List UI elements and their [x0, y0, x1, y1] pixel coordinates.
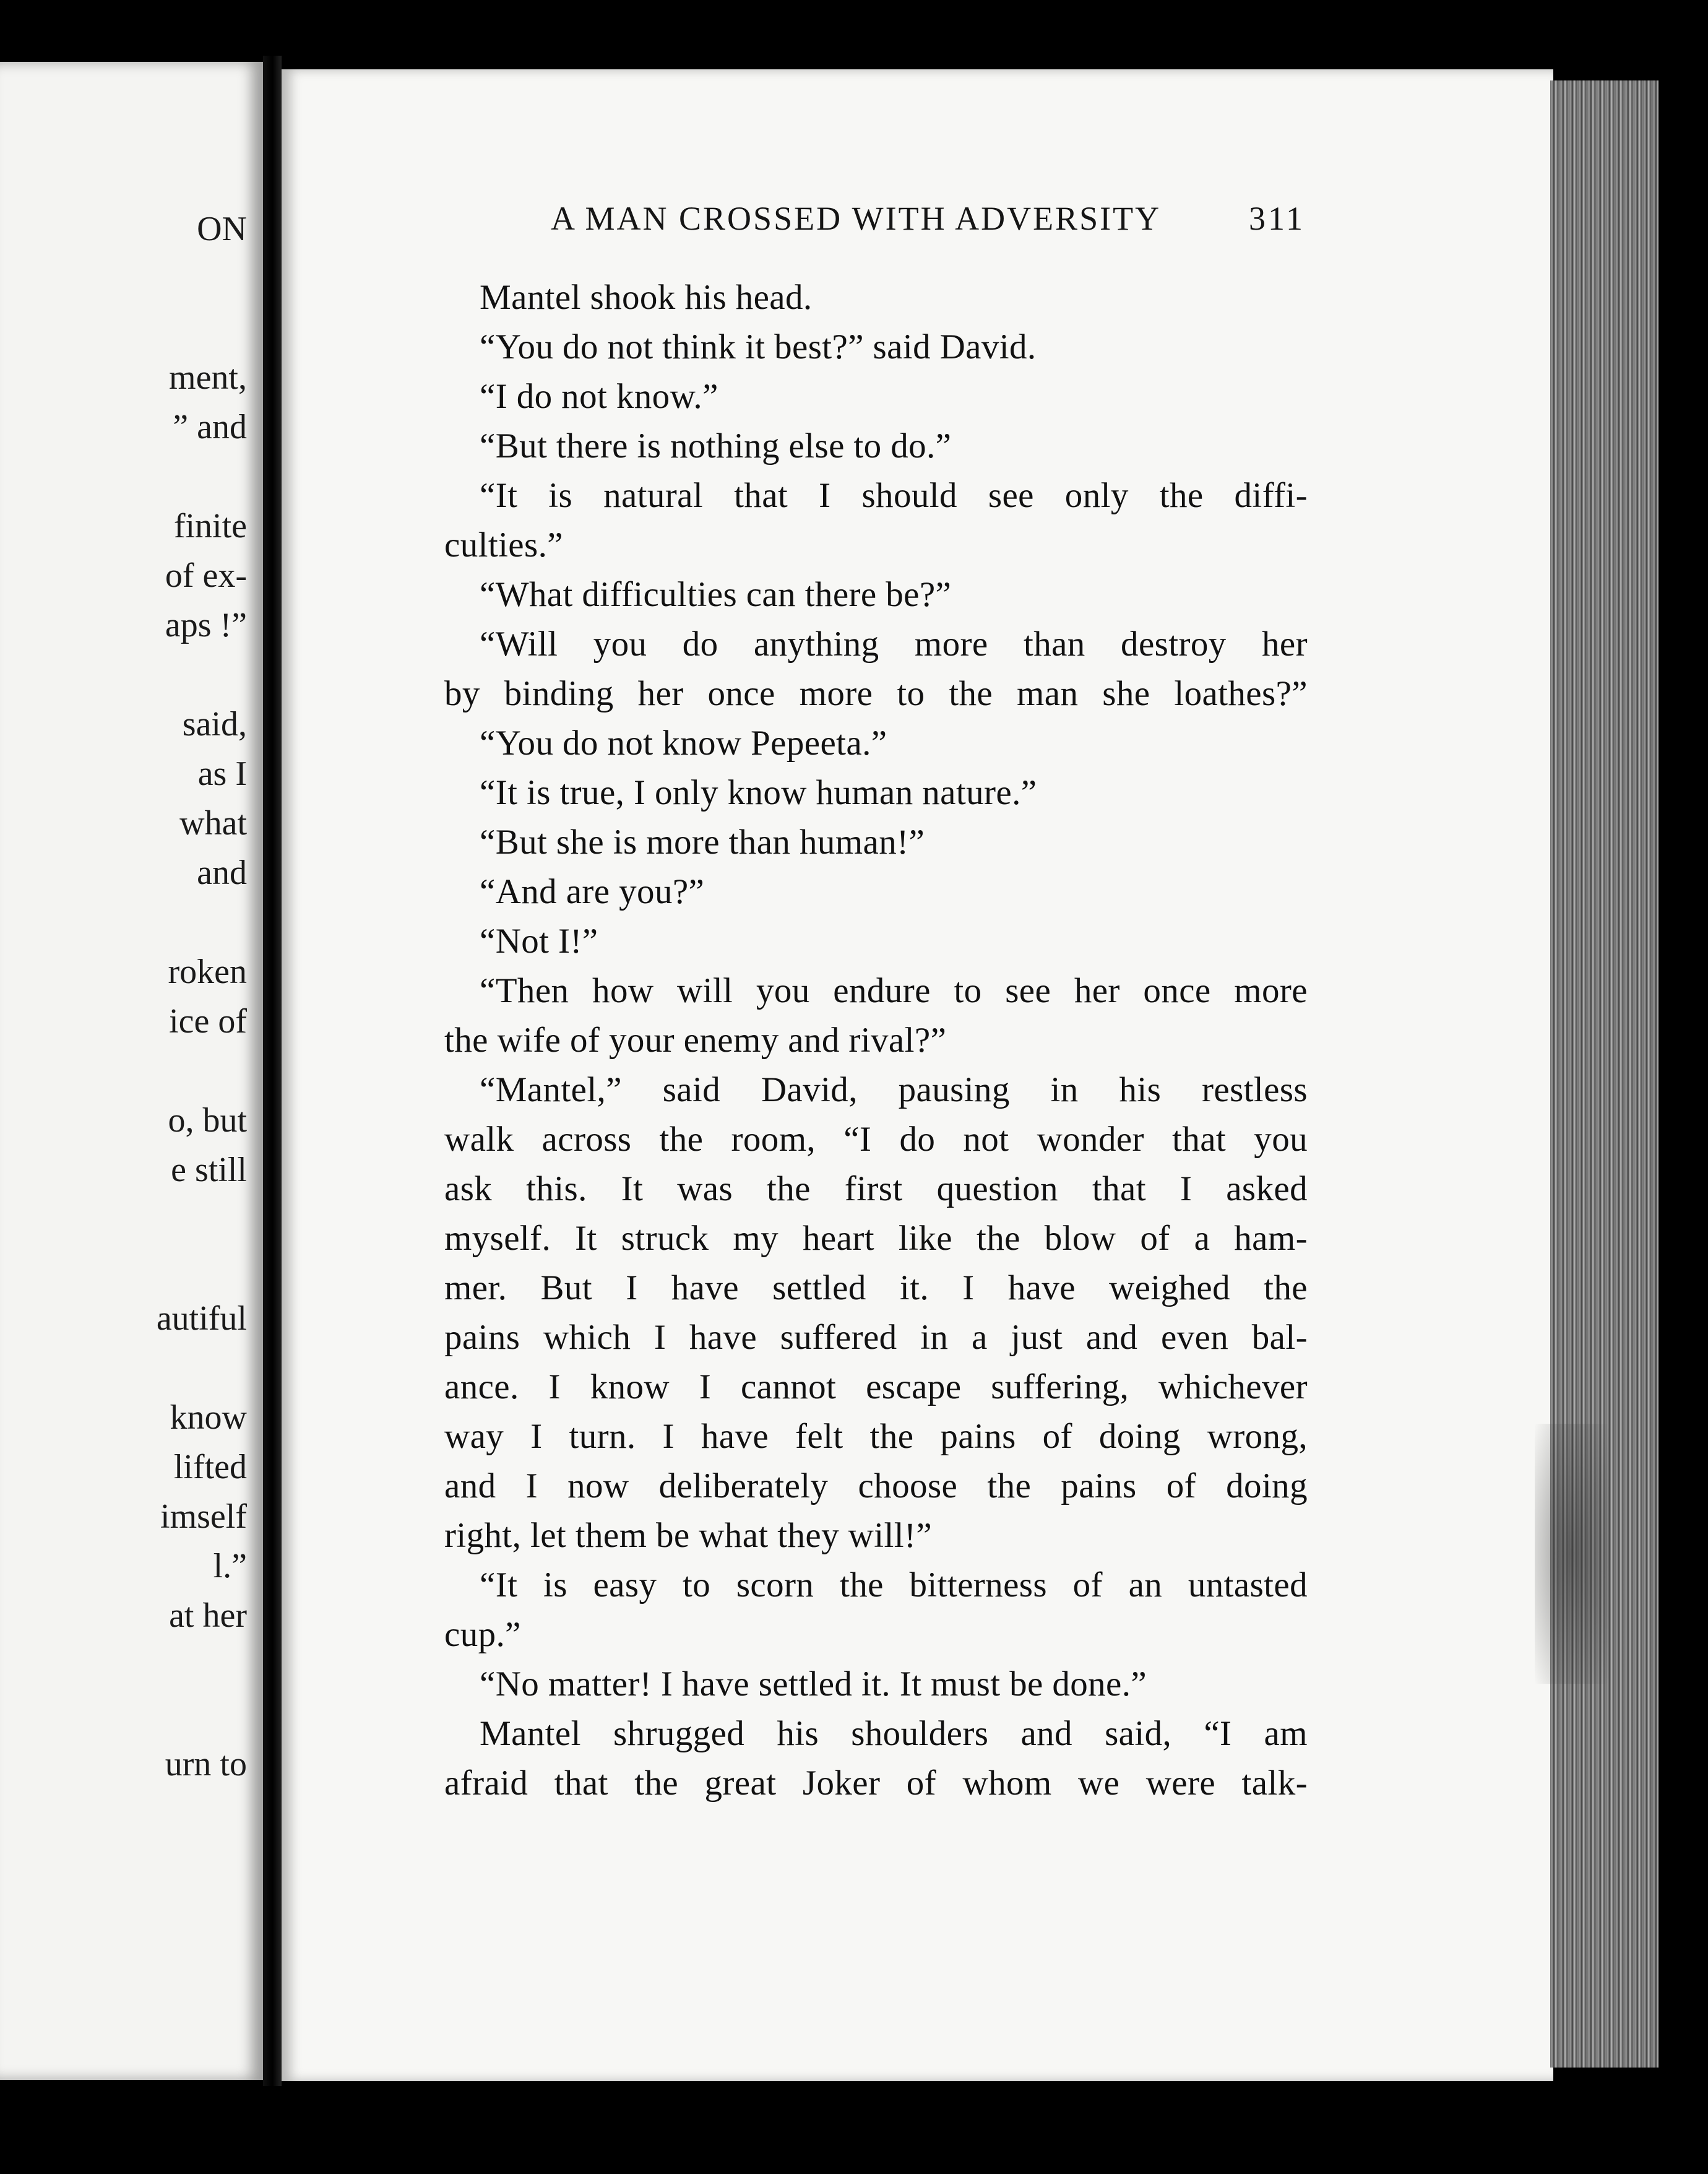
text-line: Mantel shrugged his shoulders and said, “I am	[480, 1714, 1308, 1753]
left-text-line: imself	[160, 1497, 247, 1536]
left-text-line: roken	[168, 953, 247, 991]
text-line: “No matter! I have settled it. It must be done.”	[480, 1665, 1147, 1704]
text-line: “Mantel,” said David, pausing in his restless	[480, 1070, 1308, 1109]
page-stain	[1535, 1424, 1609, 1684]
text-line: “It is easy to scorn the bitterness of an untasted	[480, 1566, 1308, 1605]
text-line: culties.”	[444, 526, 563, 565]
left-page	[0, 62, 263, 2080]
left-text-line: ON	[197, 210, 247, 248]
text-line: cup.”	[444, 1615, 521, 1654]
left-text-line: l.”	[213, 1547, 247, 1585]
text-line: mer. But I have settled it. I have weighed the	[444, 1268, 1308, 1307]
text-line: “You do not think it best?” said David.	[480, 327, 1037, 366]
page-edge	[1550, 80, 1658, 2068]
text-line: “What difficulties can there be?”	[480, 575, 952, 614]
page-number: 311	[1249, 200, 1305, 237]
left-text-line: ” and	[173, 408, 247, 446]
left-text-line: ice of	[169, 1002, 247, 1041]
left-text-line: know	[170, 1398, 247, 1437]
text-line: right, let them be what they will!”	[444, 1516, 933, 1555]
left-text-line: finite	[173, 507, 247, 545]
left-text-line: o, but	[168, 1101, 247, 1140]
text-line: “It is natural that I should see only the diffi-	[480, 476, 1308, 515]
text-line: ask this. It was the first question that I asked	[444, 1169, 1308, 1208]
text-line: ance. I know I cannot escape suffering, whichever	[444, 1367, 1308, 1406]
text-line: walk across the room, “I do not wonder that you	[444, 1120, 1308, 1159]
left-text-line: as I	[197, 755, 247, 793]
text-line: “And are you?”	[480, 872, 705, 911]
text-line: “I do not know.”	[480, 377, 718, 416]
left-text-line: urn to	[165, 1745, 247, 1783]
left-text-line: autiful	[156, 1299, 247, 1338]
text-line: the wife of your enemy and rival?”	[444, 1021, 947, 1060]
left-text-line: lifted	[173, 1448, 247, 1486]
running-head: A MAN CROSSED WITH ADVERSITY	[551, 200, 1162, 237]
text-line: myself. It struck my heart like the blow of a ham-	[444, 1219, 1308, 1258]
text-line: and I now deliberately choose the pains of doing	[444, 1466, 1308, 1505]
text-line: Mantel shook his head.	[480, 278, 813, 317]
left-text-line: what	[179, 804, 247, 842]
book-gutter	[263, 56, 282, 2086]
left-text-line: at her	[169, 1596, 247, 1635]
left-text-line: aps !”	[165, 606, 247, 644]
text-line: “But she is more than human!”	[480, 823, 925, 862]
text-line: “But there is nothing else to do.”	[480, 427, 952, 466]
text-line: “Will you do anything more than destroy her	[480, 625, 1308, 664]
text-line: afraid that the great Joker of whom we were talk-	[444, 1764, 1308, 1803]
text-line: “Not I!”	[480, 922, 598, 961]
left-text-line: e still	[171, 1151, 247, 1189]
text-line: “It is true, I only know human nature.”	[480, 773, 1037, 812]
text-line: way I turn. I have felt the pains of doing wrong,	[444, 1417, 1308, 1456]
left-text-line: and	[197, 854, 247, 892]
text-line: by binding her once more to the man she loathes?”	[444, 674, 1308, 713]
text-line: pains which I have suffered in a just and even bal-	[444, 1318, 1308, 1357]
left-text-line: of ex-	[165, 556, 247, 595]
text-line: “You do not know Pepeeta.”	[480, 724, 887, 763]
left-text-line: ment,	[169, 358, 247, 397]
text-line: “Then how will you endure to see her once more	[480, 971, 1308, 1010]
left-text-line: said,	[182, 705, 247, 743]
